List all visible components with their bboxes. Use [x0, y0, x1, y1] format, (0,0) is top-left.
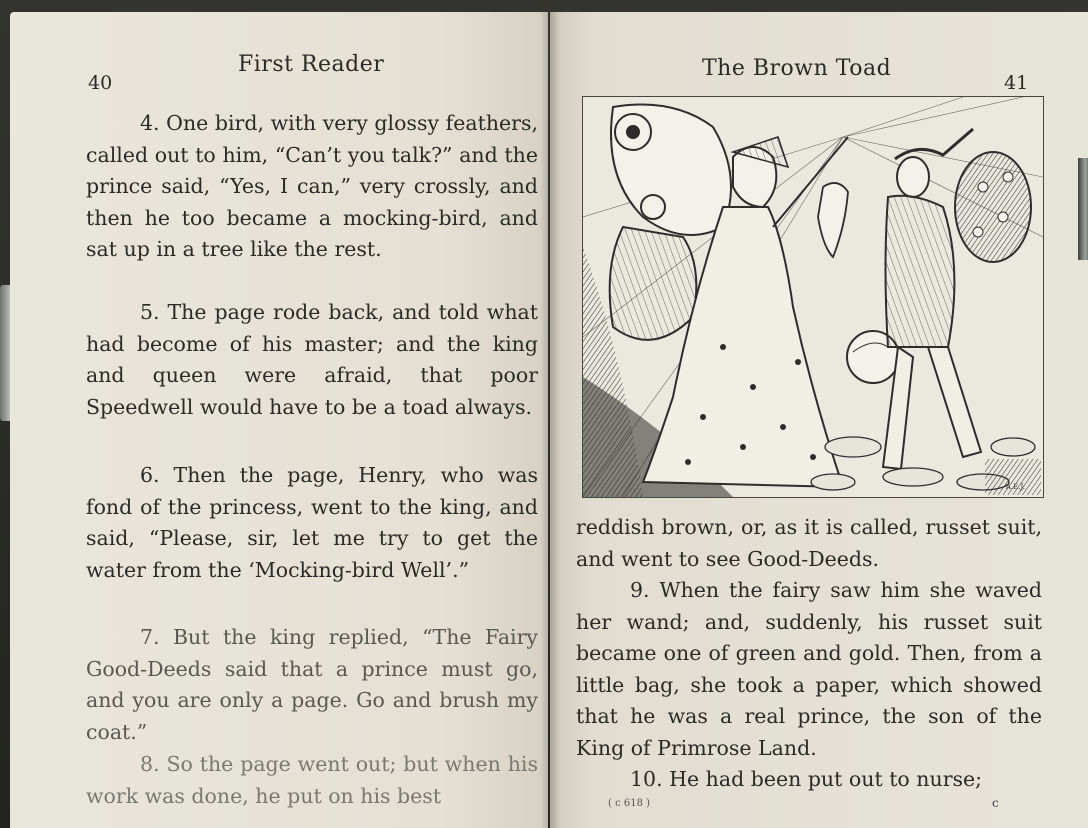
printer-code: ( c 618 ) — [608, 798, 651, 809]
paragraph-5: 5. The page rode back, and told what had become of his master; and the king and queen were afraid, that poor Speedwell would have to be a toad always. — [86, 300, 538, 419]
right-page — [550, 12, 1088, 828]
illustrator-signature: A.E.J. — [1005, 483, 1025, 491]
page-number: 40 — [88, 72, 113, 94]
paragraph-7: 7. But the king replied, “The Fairy Good-Deeds said that a prince must go, and you are only a page. Go and brush my coat.” — [86, 625, 538, 744]
paragraph-6: 6. Then the page, Henry, who was fond of the princess, went to the king, and said, “Please, sir, let me try to get the water from the ‘Mocking-bird Well’.” — [86, 463, 538, 582]
paragraph-10: 10. He had been put out to nurse; — [630, 767, 983, 791]
page-clip-right — [1078, 158, 1088, 260]
running-head: First Reader — [238, 52, 385, 77]
paragraph-8: 8. So the page went out; but when his work was done, he put on his best — [86, 752, 538, 808]
running-head: The Brown Toad — [702, 56, 892, 81]
left-page — [10, 12, 548, 828]
page-number: 41 — [1004, 72, 1029, 94]
paragraph-8-continued: reddish brown, or, as it is called, russet suit, and went to see Good-Deeds. — [576, 515, 1042, 571]
signature-mark: c — [992, 796, 999, 810]
illustration-fairy-and-prince — [582, 96, 1044, 498]
paragraph-9: 9. When the fairy saw him she waved her wand; and, suddenly, his russet suit became one of green and gold. Then, from a little bag, she took a paper, which showed that he was a real prince, the son of the King of Primrose Land. — [576, 578, 1042, 760]
illustration-drawing — [583, 97, 1043, 497]
paragraph-4: 4. One bird, with very glossy feathers, called out to him, “Can’t you talk?” and the prince said, “Yes, I can,” very crossly, and then he too became a mocking-bird, and sat up in a tree like the rest. — [86, 111, 538, 261]
